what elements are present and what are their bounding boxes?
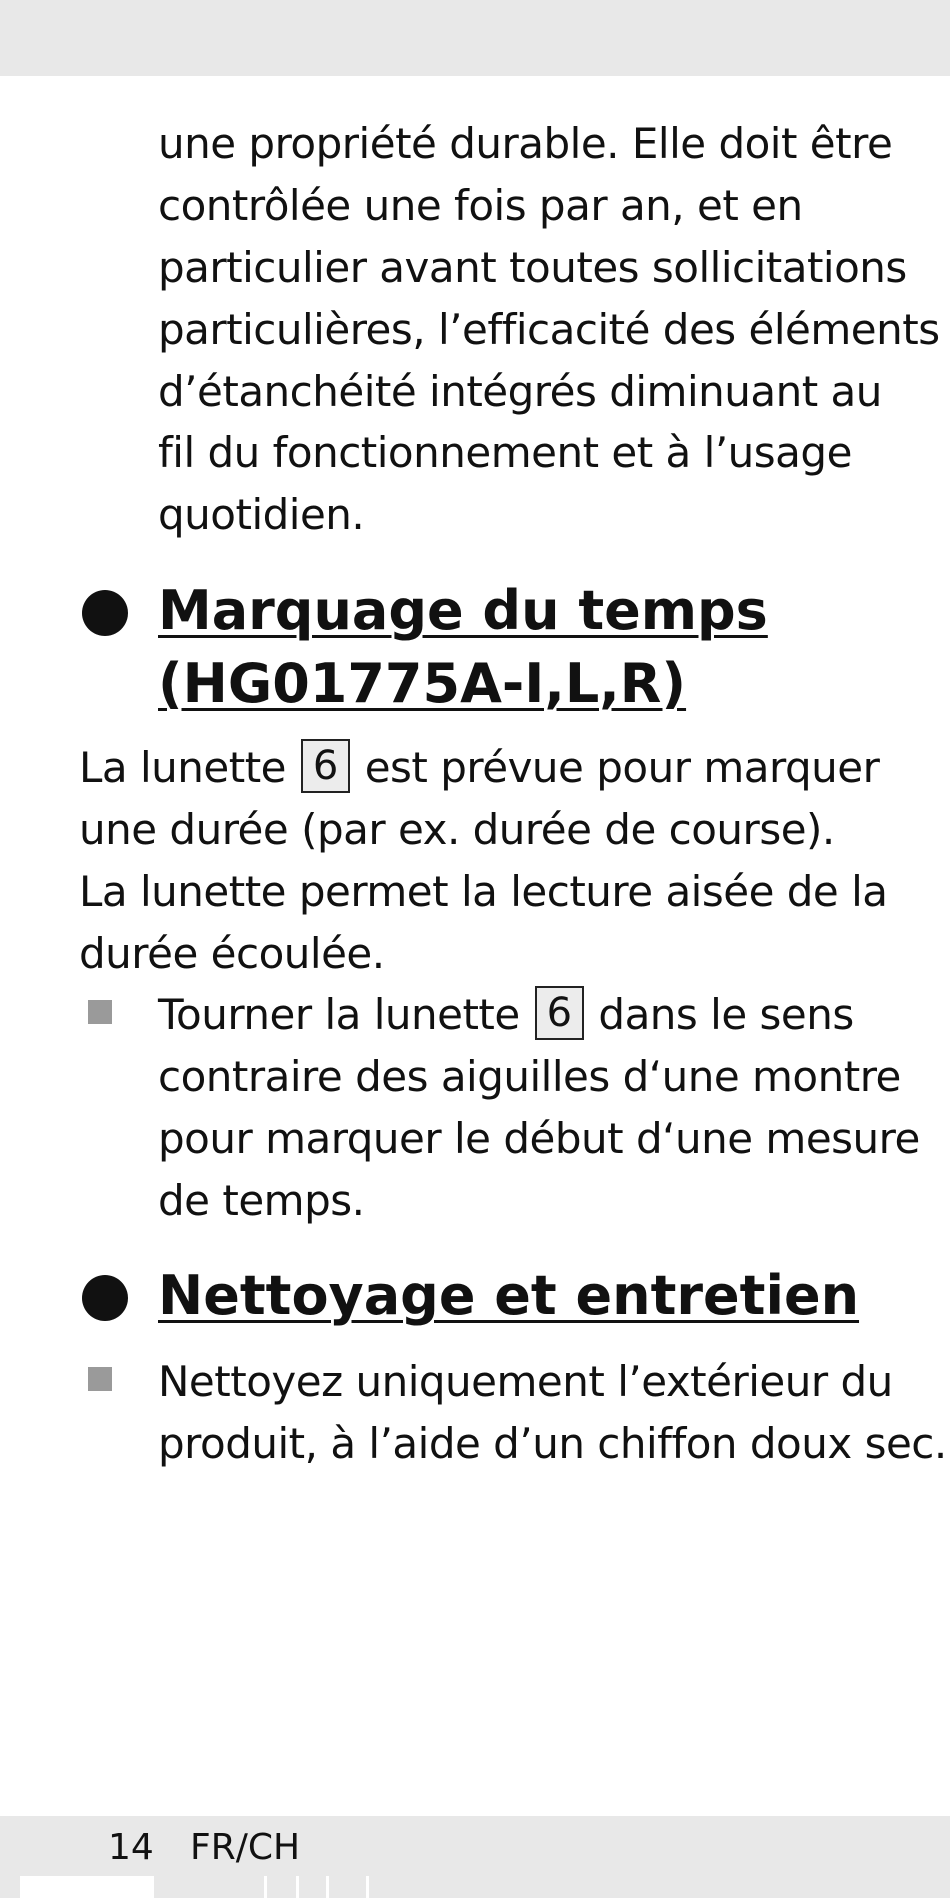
intro-line: fil du fonctionnement et à l’usage	[158, 428, 852, 477]
paragraph-line: durée écoulée.	[79, 929, 385, 978]
paragraph-line: une durée (par ex. durée de course).	[79, 805, 835, 854]
reference-number-box: 6	[535, 986, 584, 1040]
footer-tick	[296, 1876, 299, 1898]
step-line	[158, 984, 854, 1046]
section-heading-model: (HG01775A-I,L,R)	[158, 652, 687, 715]
section-heading: Marquage du temps	[158, 579, 768, 642]
section-bullet-icon	[82, 590, 128, 636]
page-number: 14	[108, 1827, 154, 1868]
step-line: de temps.	[158, 1176, 365, 1225]
footer-tick	[264, 1876, 267, 1898]
paragraph-line	[79, 737, 879, 799]
footer-strip	[20, 1876, 154, 1898]
top-band	[0, 0, 950, 76]
step-line: pour marquer le début d‘une mesure	[158, 1114, 920, 1163]
step-line: produit, à l’aide d’un chiffon doux sec.	[158, 1419, 947, 1468]
square-bullet-icon	[88, 1367, 112, 1391]
square-bullet-icon	[88, 1000, 112, 1024]
paragraph-text: est prévue pour marquer	[364, 743, 880, 792]
step-text: Tourner la lunette	[158, 990, 520, 1039]
reference-number-box: 6	[301, 739, 350, 793]
intro-line: contrôlée une fois par an, et en	[158, 181, 803, 230]
step-line: Nettoyez uniquement l’extérieur du	[158, 1357, 893, 1406]
language-code: FR/CH	[190, 1827, 301, 1868]
step-line: contraire des aiguilles d‘une montre	[158, 1052, 901, 1101]
intro-line: particulier avant toutes sollicitations	[158, 243, 907, 292]
intro-line: une propriété durable. Elle doit être	[158, 119, 893, 168]
footer-tick	[326, 1876, 329, 1898]
footer-tick	[366, 1876, 369, 1898]
paragraph-text: La lunette	[79, 743, 287, 792]
step-text: dans le sens	[598, 990, 854, 1039]
intro-line: quotidien.	[158, 490, 365, 539]
intro-line: particulières, l’efficacité des éléments	[158, 305, 940, 354]
intro-line: d’étanchéité intégrés diminuant au	[158, 367, 882, 416]
section-heading: Nettoyage et entretien	[158, 1264, 860, 1327]
paragraph-line: La lunette permet la lecture aisée de la	[79, 867, 888, 916]
section-bullet-icon	[82, 1275, 128, 1321]
